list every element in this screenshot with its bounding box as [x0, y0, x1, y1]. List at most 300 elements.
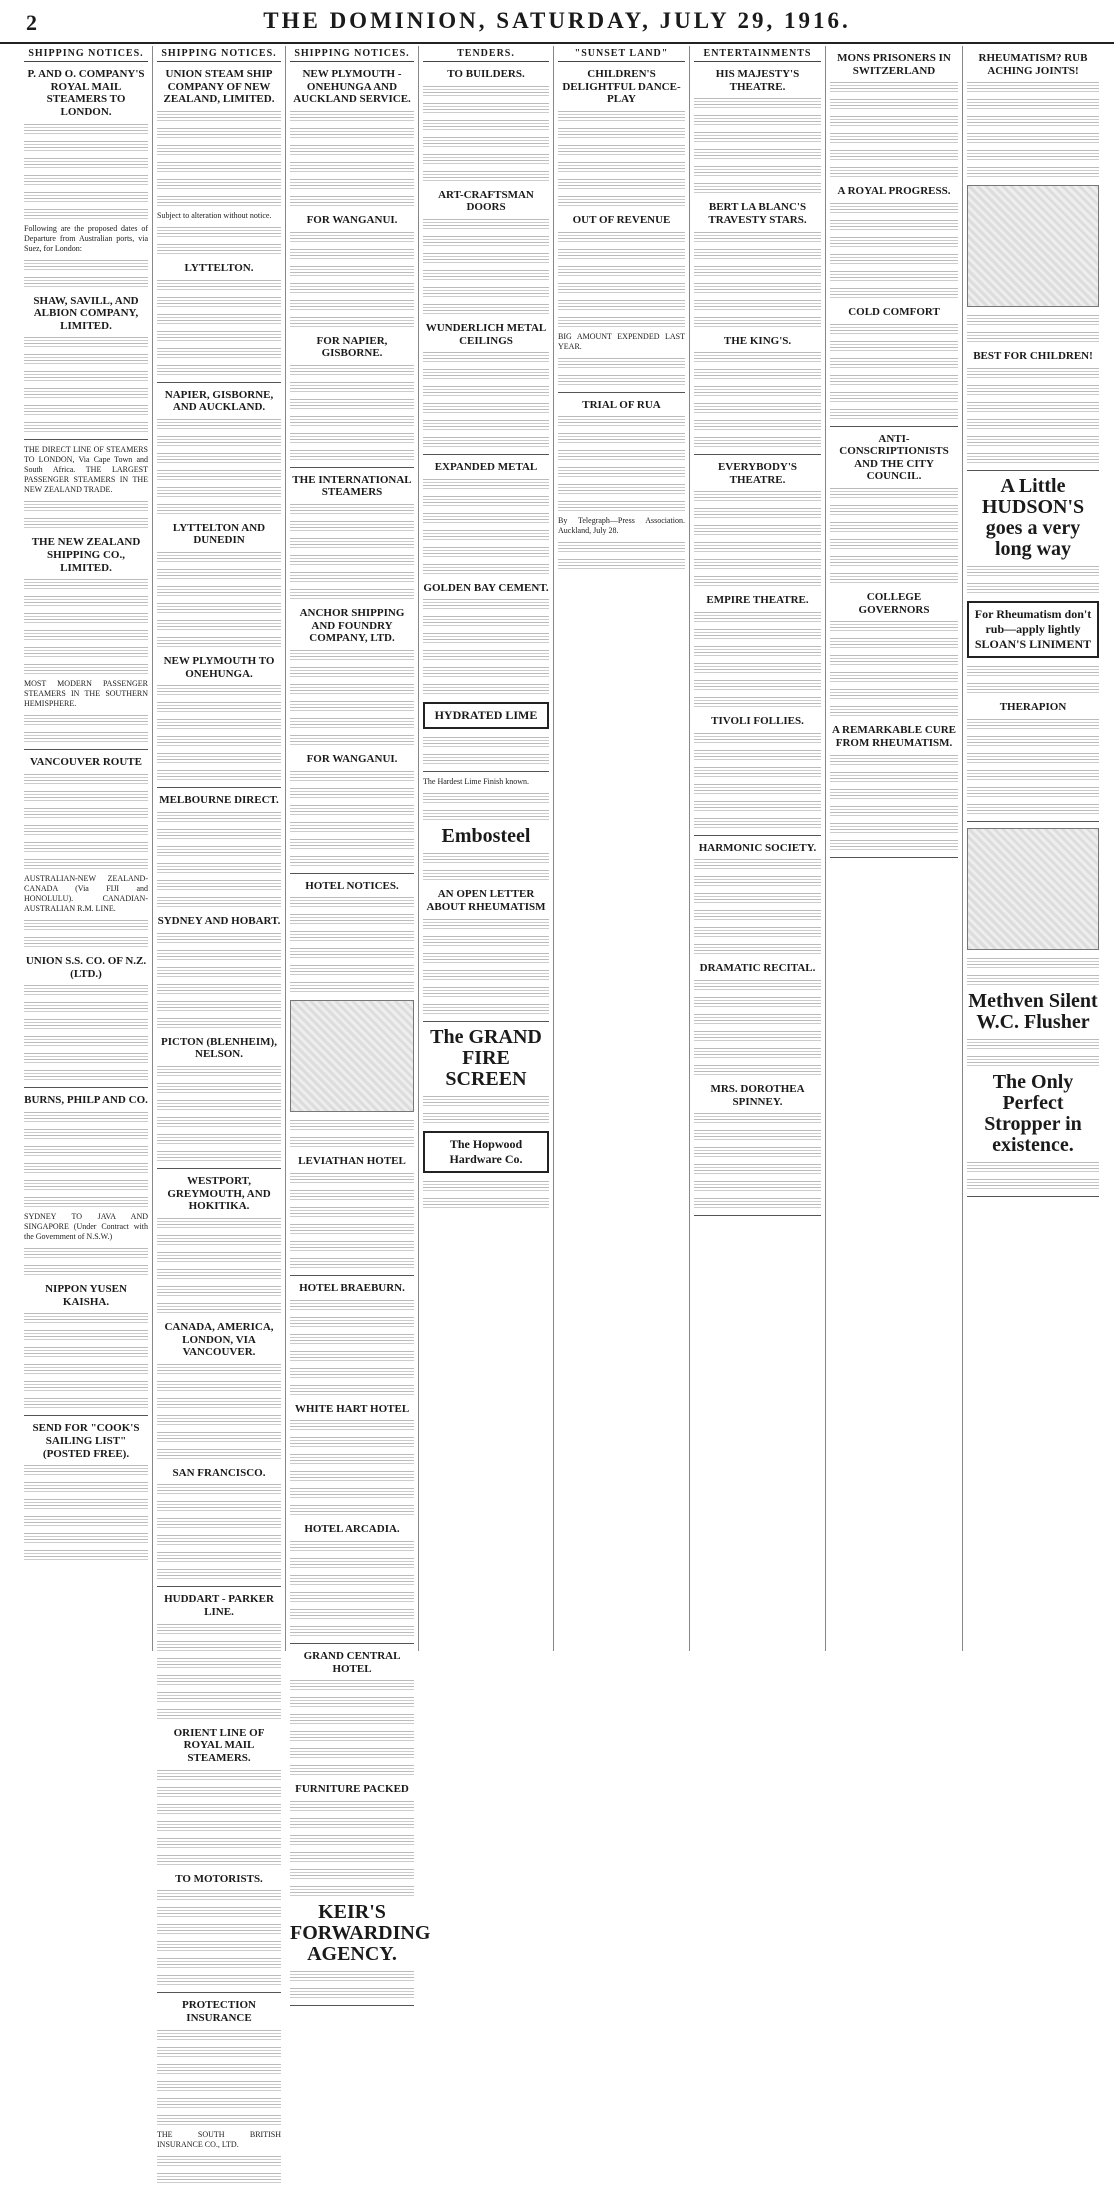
section-heading: TO MOTORISTS. [175, 1872, 263, 1885]
divider [24, 749, 148, 750]
paragraph: Subject to alteration without notice. [157, 210, 272, 220]
body-text-block [24, 1328, 148, 1342]
body-text-block [423, 665, 549, 679]
body-text-block [290, 126, 414, 140]
body-text-block [694, 874, 821, 888]
body-text-block [157, 1785, 281, 1799]
body-text-block [290, 1435, 414, 1449]
body-text-block [290, 1256, 414, 1270]
body-text-block [24, 122, 148, 136]
section-heading: AN OPEN LETTER ABOUT RHEUMATISM [426, 888, 546, 914]
paragraph: THE SOUTH BRITISH INSURANCE CO., LTD. [157, 2129, 281, 2149]
section-heading: FOR WANGANUI. [306, 213, 398, 226]
body-text-block [157, 734, 281, 748]
divider [694, 454, 821, 455]
body-text-block [157, 1707, 281, 1721]
body-text-block [694, 506, 821, 520]
body-text-block [694, 1029, 821, 1043]
body-text-block [830, 97, 958, 111]
body-text-block [157, 1516, 281, 1530]
advertisement-illustration [967, 828, 1099, 950]
body-text-block [290, 1298, 414, 1312]
column-3 [286, 46, 431, 1965]
body-text-block [967, 1037, 1099, 1051]
divider [290, 1275, 414, 1276]
body-text-block [24, 1497, 148, 1511]
body-text-block [830, 252, 958, 266]
body-text-block [157, 844, 281, 858]
body-text-block [423, 494, 549, 508]
section-heading: LEVIATHAN HOTEL [298, 1155, 406, 1168]
body-text-block [157, 1379, 281, 1393]
body-text-block [290, 109, 414, 123]
body-text-block [157, 1149, 281, 1163]
body-text-block [157, 1836, 281, 1850]
body-text-block [290, 1799, 414, 1813]
body-text-block [830, 486, 958, 500]
section-heading: MELBOURNE DIRECT. [159, 794, 279, 807]
body-text-block [290, 264, 414, 278]
body-text-block [290, 587, 414, 601]
body-text-block [157, 2028, 281, 2042]
body-text-block [157, 1233, 281, 1247]
body-text-block [24, 918, 148, 932]
body-text-block [24, 1379, 148, 1393]
body-text-block [157, 1690, 281, 1704]
body-text-block [558, 465, 685, 479]
body-text-block [24, 156, 148, 170]
body-text-block [967, 1054, 1099, 1068]
body-text-block [24, 258, 148, 272]
body-text-block [157, 451, 281, 465]
body-text-block [157, 143, 281, 157]
body-text-block [24, 335, 148, 349]
divider [157, 1168, 281, 1169]
body-text-block [423, 1094, 549, 1108]
body-text-block [24, 1161, 148, 1175]
body-text-block [290, 1486, 414, 1500]
body-text-block [694, 816, 821, 830]
body-text-block [24, 1051, 148, 1065]
section-heading: SAN FRANCISCO. [172, 1466, 266, 1479]
section-heading: P. AND O. COMPANY'S ROYAL MAIL STEAMERS TO LONDON. [27, 68, 145, 118]
body-text-block [157, 584, 281, 598]
section-heading: HARMONIC SOCIETY. [698, 841, 817, 854]
section-heading: CANADA, AMERICA, LONDON, VIA VANCOUVER. [164, 1320, 274, 1359]
body-text-block [290, 448, 414, 462]
body-text-block [694, 418, 821, 432]
section-heading: A REMARKABLE CURE FROM RHEUMATISM. [831, 724, 957, 750]
body-text-block [423, 268, 549, 282]
column-header: SHIPPING NOTICES. [24, 46, 148, 62]
body-text-block [24, 840, 148, 854]
display-advertisement: A Little HUDSON'S goes a very long way [981, 474, 1085, 560]
paragraph: BIG AMOUNT EXPENDED LAST YEAR. [558, 331, 685, 351]
body-text-block [290, 769, 414, 783]
body-text-block [830, 131, 958, 145]
body-text-block [157, 1301, 281, 1315]
body-text-block [157, 1819, 281, 1833]
body-text-block [290, 1222, 414, 1236]
body-text-block [423, 631, 549, 645]
body-text-block [423, 135, 549, 149]
body-text-block [290, 194, 414, 208]
body-text-block [290, 363, 414, 377]
column-header: TENDERS. [423, 46, 549, 62]
body-text-block [558, 499, 685, 513]
body-text-block [157, 1132, 281, 1146]
section-heading: WHITE HART HOTEL [294, 1402, 410, 1415]
body-text-block [24, 1531, 148, 1545]
body-text-block [694, 1063, 821, 1077]
body-text-block [423, 350, 549, 364]
body-text-block [157, 1639, 281, 1653]
body-text-block [423, 477, 549, 491]
body-text-block [290, 397, 414, 411]
body-text-block [157, 225, 281, 239]
body-text-block [830, 80, 958, 94]
body-text-block [24, 789, 148, 803]
body-text-block [694, 435, 821, 449]
body-text-block [290, 963, 414, 977]
body-text-block [290, 1556, 414, 1570]
divider [24, 439, 148, 440]
body-text-block [157, 1430, 281, 1444]
section-heading: FOR NAPIER, GISBORNE. [316, 334, 388, 360]
body-text-block [830, 165, 958, 179]
body-text-block [967, 785, 1099, 799]
body-text-block [423, 968, 549, 982]
section-heading: FOR WANGANUI. [306, 753, 398, 766]
body-text-block [157, 2154, 281, 2168]
column-header: "SUNSET LAND" [558, 46, 685, 62]
column-header: ENTERTAINMENTS [694, 46, 821, 62]
body-text-block [157, 1482, 281, 1496]
body-text-block [558, 373, 685, 387]
body-text-block [24, 1263, 148, 1277]
body-text-block [423, 528, 549, 542]
body-text-block [24, 207, 148, 221]
body-text-block [967, 768, 1099, 782]
body-text-block [24, 935, 148, 949]
body-text-block [694, 264, 821, 278]
body-text-block [423, 545, 549, 559]
body-text-block [157, 1956, 281, 1970]
body-text-block [290, 281, 414, 295]
divider [423, 454, 549, 455]
body-text-block [157, 312, 281, 326]
body-text-block [967, 681, 1099, 695]
body-text-block [290, 1539, 414, 1553]
body-text-block [157, 861, 281, 875]
divider [558, 392, 685, 393]
column-8 [963, 46, 1103, 1651]
body-text-block [694, 574, 821, 588]
body-text-block [157, 468, 281, 482]
body-text-block [967, 717, 1099, 731]
body-text-block [157, 700, 281, 714]
body-text-block [157, 502, 281, 516]
body-text-block [157, 1922, 281, 1936]
body-text-block [423, 169, 549, 183]
body-text-block [967, 434, 1099, 448]
body-text-block [694, 627, 821, 641]
section-heading: PROTECTION INSURANCE [182, 1999, 256, 2024]
body-text-block [830, 503, 958, 517]
body-text-block [290, 682, 414, 696]
display-advertisement: Methven Silent W.C. Flusher [968, 989, 1098, 1033]
body-text-block [24, 1480, 148, 1494]
body-text-block [694, 891, 821, 905]
body-text-block [558, 230, 685, 244]
body-text-block [157, 1853, 281, 1867]
body-text-block [157, 827, 281, 841]
section-heading: EXPANDED METAL [434, 461, 538, 474]
body-text-block [558, 126, 685, 140]
body-text-block [694, 678, 821, 692]
divider [423, 1021, 549, 1022]
body-text-block [830, 770, 958, 784]
body-text-block [290, 1135, 414, 1149]
body-text-block [830, 571, 958, 585]
body-text-block [24, 806, 148, 820]
body-text-block [967, 313, 1099, 327]
body-text-block [423, 401, 549, 415]
body-text-block [290, 570, 414, 584]
masthead [0, 0, 1114, 44]
boxed-advertisement: For Rheumatism don't rub—apply lightly SLOAN'S LINIMENT [967, 601, 1099, 658]
body-text-block [558, 431, 685, 445]
body-text-block [24, 369, 148, 383]
section-heading: BERT LA BLANC'S TRAVESTY STARS. [708, 201, 807, 226]
body-text-block [694, 384, 821, 398]
body-text-block [290, 1763, 414, 1777]
body-text-block [157, 999, 281, 1013]
section-heading: SHAW, SAVILL, AND ALBION COMPANY, LIMITED. [33, 294, 139, 332]
body-text-block [24, 190, 148, 204]
section-heading: COLD COMFORT [848, 305, 940, 318]
section-heading: CHILDREN'S DELIGHTFUL DANCE-PLAY [562, 68, 681, 106]
section-heading: EVERYBODY'S THEATRE. [717, 461, 798, 486]
section-heading: SYDNEY AND HOBART. [157, 915, 281, 928]
paragraph: Following are the proposed dates of Departure from Australian ports, via Suez, for London: [24, 223, 148, 253]
column-header: SHIPPING NOTICES. [290, 46, 414, 62]
body-text-block [290, 895, 414, 909]
body-text-block [558, 482, 685, 496]
body-text-block [694, 1162, 821, 1176]
body-text-block [290, 854, 414, 868]
body-text-block [157, 1267, 281, 1281]
body-text-block [24, 1195, 148, 1209]
body-text-block [157, 177, 281, 191]
section-heading: BURNS, PHILP AND CO. [24, 1094, 148, 1107]
body-text-block [24, 173, 148, 187]
body-text-block [157, 965, 281, 979]
body-text-block [290, 1729, 414, 1743]
body-text-block [157, 751, 281, 765]
body-text-block [24, 611, 148, 625]
body-text-block [423, 118, 549, 132]
body-text-block [558, 194, 685, 208]
body-text-block [290, 1383, 414, 1397]
body-text-block [157, 160, 281, 174]
body-text-block [157, 242, 281, 256]
divider [423, 771, 549, 772]
body-text-block [694, 1012, 821, 1026]
section-heading: FURNITURE PACKED [295, 1783, 409, 1796]
section-heading: SEND FOR "COOK'S SAILING LIST" (POSTED FREE). [32, 1422, 140, 1460]
body-text-block [157, 1656, 281, 1670]
body-text-block [290, 820, 414, 834]
body-text-block [694, 661, 821, 675]
body-text-block [290, 1833, 414, 1847]
body-text-block [290, 1315, 414, 1329]
body-text-block [694, 695, 821, 709]
body-text-block [290, 553, 414, 567]
body-text-block [558, 356, 685, 370]
boxed-advertisement: The Hopwood Hardware Co. [423, 1131, 549, 1173]
section-heading: THE INTERNATIONAL STEAMERS [292, 473, 412, 499]
body-text-block [290, 143, 414, 157]
body-text-block [157, 2096, 281, 2110]
body-text-block [558, 247, 685, 261]
body-text-block [290, 230, 414, 244]
body-text-block [830, 373, 958, 387]
body-text-block [24, 713, 148, 727]
body-text-block [157, 1673, 281, 1687]
body-text-block [423, 562, 549, 576]
body-text-block [694, 908, 821, 922]
body-text-block [157, 417, 281, 431]
body-text-block [290, 519, 414, 533]
body-text-block [558, 160, 685, 174]
column-1 [20, 46, 153, 1651]
body-text-block [24, 645, 148, 659]
body-text-block [694, 350, 821, 364]
body-text-block [157, 878, 281, 892]
section-heading: VANCOUVER ROUTE [30, 756, 142, 769]
newspaper-title: THE DOMINION, SATURDAY, JULY 29, 1916. [263, 8, 851, 33]
section-heading: THERAPION [999, 700, 1067, 713]
body-text-block [694, 765, 821, 779]
body-text-block [290, 1712, 414, 1726]
body-text-block [423, 285, 549, 299]
body-text-block [157, 683, 281, 697]
body-text-block [157, 1081, 281, 1095]
body-text-block [967, 956, 1099, 970]
body-text-block [290, 315, 414, 329]
body-text-block [423, 367, 549, 381]
body-text-block [157, 635, 281, 649]
body-text-block [157, 948, 281, 962]
body-text-block [423, 1111, 549, 1125]
body-text-block [290, 1118, 414, 1132]
paragraph: The Hardest Lime Finish known. [423, 777, 529, 787]
body-text-block [290, 431, 414, 445]
section-heading: BEST FOR CHILDREN! [973, 350, 1093, 363]
body-text-block [967, 80, 1099, 94]
body-text-block [290, 177, 414, 191]
body-text-block [830, 821, 958, 835]
body-text-block [24, 1548, 148, 1562]
body-text-block [157, 1447, 281, 1461]
body-text-block [24, 1068, 148, 1082]
body-text-block [290, 946, 414, 960]
body-text-block [423, 597, 549, 611]
body-text-block [157, 1550, 281, 1564]
body-text-block [157, 346, 281, 360]
divider [157, 1992, 281, 1993]
body-text-block [157, 1016, 281, 1030]
body-text-block [157, 1115, 281, 1129]
section-heading: A ROYAL PROGRESS. [837, 185, 951, 198]
body-text-block [423, 851, 549, 865]
body-text-block [290, 536, 414, 550]
body-text-block [423, 648, 549, 662]
body-text-block [694, 995, 821, 1009]
body-text-block [423, 735, 549, 749]
body-text-block [423, 251, 549, 265]
body-text-block [558, 109, 685, 123]
body-text-block [830, 339, 958, 353]
body-text-block [157, 194, 281, 208]
body-text-block [24, 403, 148, 417]
body-text-block [423, 234, 549, 248]
body-text-block [24, 1311, 148, 1325]
section-heading: NAPIER, GISBORNE, AND AUCKLAND. [164, 388, 274, 414]
body-text-block [290, 1590, 414, 1604]
body-text-block [157, 1533, 281, 1547]
body-text-block [694, 557, 821, 571]
body-text-block [694, 113, 821, 127]
body-text-block [423, 868, 549, 882]
body-text-block [830, 407, 958, 421]
body-text-block [830, 201, 958, 215]
section-heading: ART-CRAFTSMAN DOORS [438, 188, 534, 214]
body-text-block [24, 662, 148, 676]
body-text-block [830, 286, 958, 300]
body-text-block [694, 540, 821, 554]
section-heading: NIPPON YUSEN KAISHA. [45, 1282, 127, 1308]
body-text-block [967, 165, 1099, 179]
body-text-block [290, 1205, 414, 1219]
divider [157, 787, 281, 788]
body-text-block [558, 414, 685, 428]
body-text-block [423, 808, 549, 822]
body-text-block [290, 1816, 414, 1830]
body-text-block [694, 298, 821, 312]
body-text-block [24, 386, 148, 400]
body-text-block [157, 550, 281, 564]
body-text-block [290, 1418, 414, 1432]
body-text-block [157, 1284, 281, 1298]
section-heading: NEW PLYMOUTH TO ONEHUNGA. [163, 655, 275, 680]
body-text-block [967, 400, 1099, 414]
body-text-block [830, 554, 958, 568]
section-heading: MRS. DOROTHEA SPINNEY. [710, 1083, 805, 1108]
body-text-block [290, 1188, 414, 1202]
section-heading: HIS MAJESTY'S THEATRE. [715, 68, 800, 93]
body-text-block [157, 363, 281, 377]
body-text-block [830, 687, 958, 701]
body-text-block [694, 857, 821, 871]
body-text-block [423, 101, 549, 115]
section-heading: HUDDART - PARKER LINE. [164, 1593, 274, 1619]
divider [830, 426, 958, 427]
body-text-block [830, 670, 958, 684]
divider [967, 821, 1099, 822]
body-text-block [24, 594, 148, 608]
